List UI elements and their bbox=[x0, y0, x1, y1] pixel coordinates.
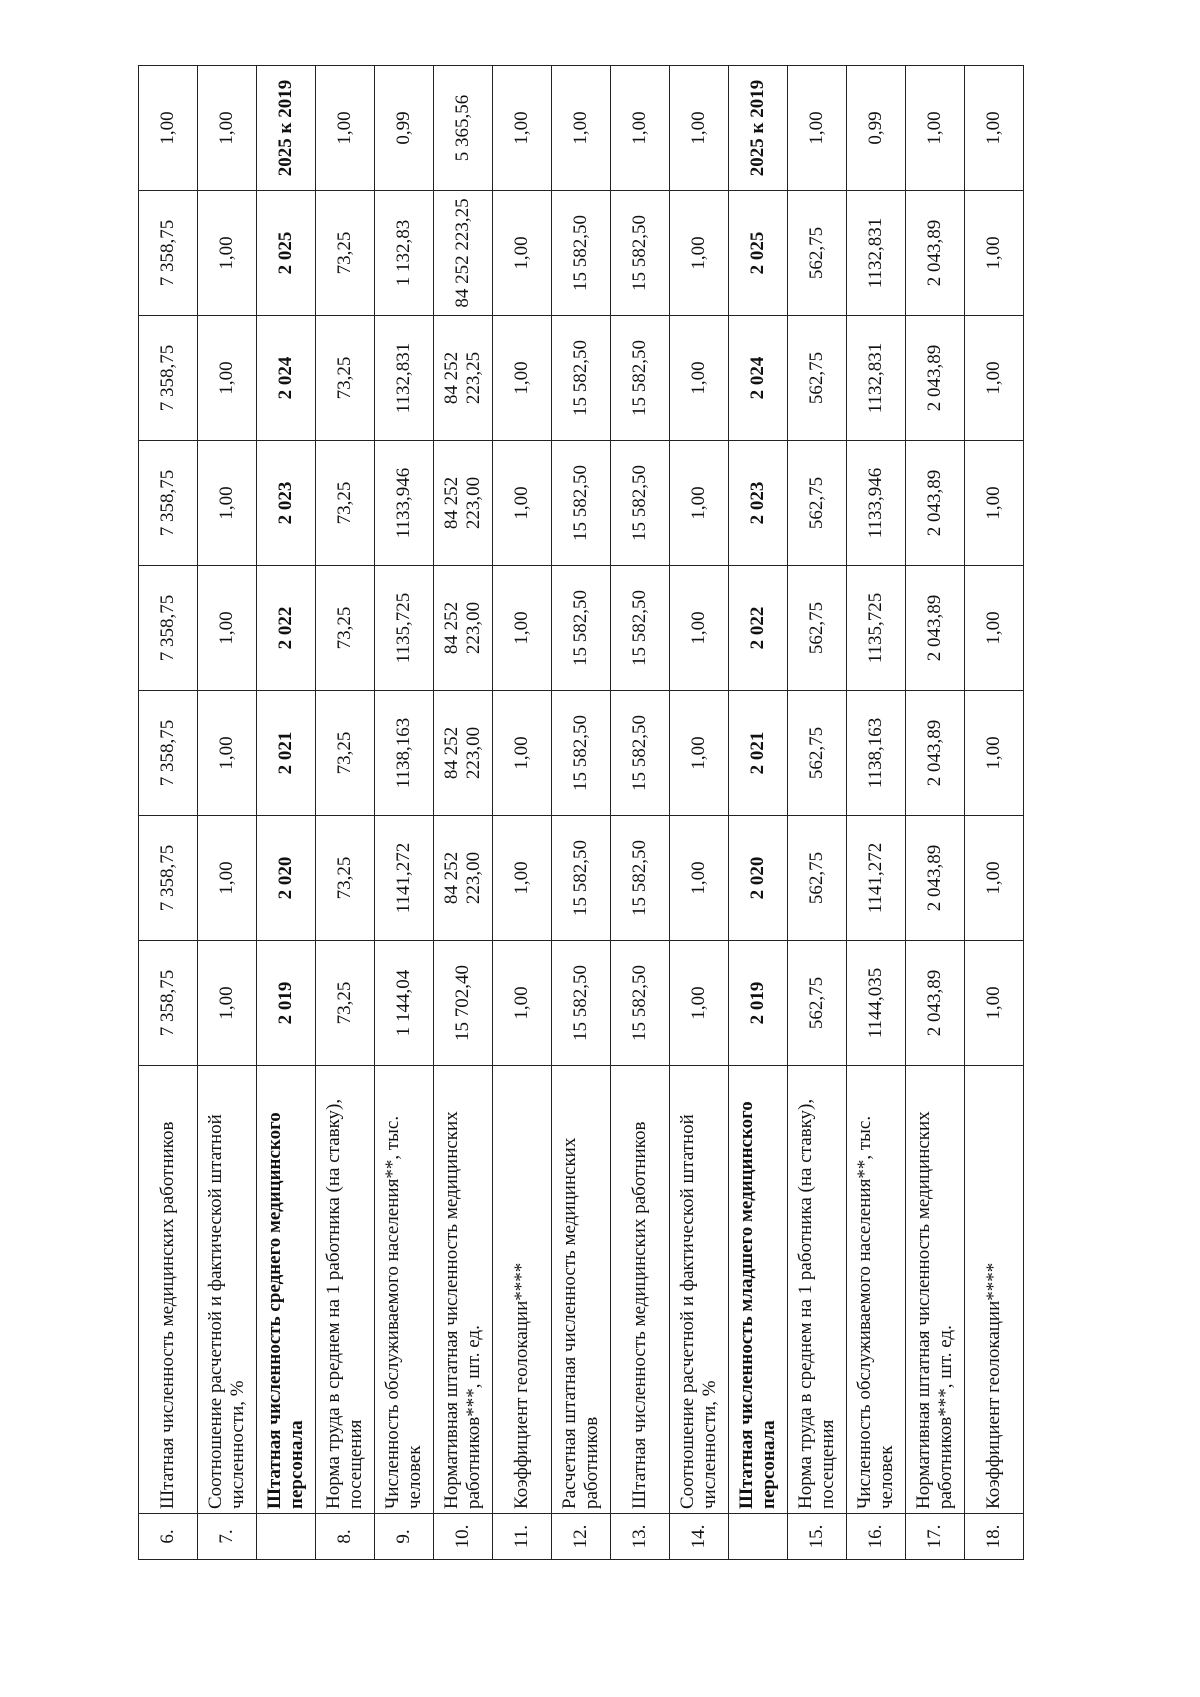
value-cell: 15 582,50 bbox=[611, 816, 670, 941]
value-cell: 15 582,50 bbox=[552, 941, 611, 1066]
year-header-cell: 2 019 bbox=[257, 941, 316, 1066]
table-row bbox=[257, 66, 316, 1560]
value-cell: 1135,725 bbox=[847, 566, 906, 691]
value-cell: 1,00 bbox=[493, 316, 552, 441]
value-cell: 15 582,50 bbox=[552, 691, 611, 816]
value-cell: 1,00 bbox=[670, 691, 729, 816]
value-cell: 1,00 bbox=[493, 191, 552, 316]
value-cell: 1,00 bbox=[611, 66, 670, 191]
value-cell: 15 582,50 bbox=[611, 191, 670, 316]
value-cell: 1,00 bbox=[493, 816, 552, 941]
value-cell: 0,99 bbox=[375, 66, 434, 191]
value-cell: 7 358,75 bbox=[139, 691, 198, 816]
value-cell: 73,25 bbox=[316, 316, 375, 441]
row-number bbox=[729, 1514, 788, 1560]
value-cell: 15 582,50 bbox=[611, 691, 670, 816]
year-header-cell: 2 022 bbox=[257, 566, 316, 691]
value-cell: 15 582,50 bbox=[611, 941, 670, 1066]
row-label: Норма труда в среднем на 1 работника (на ставку), посещения bbox=[788, 1066, 847, 1514]
value-cell: 1,00 bbox=[139, 66, 198, 191]
value-cell: 1,00 bbox=[670, 441, 729, 566]
value-cell: 84 252 223,25 bbox=[434, 316, 493, 441]
value-cell: 2 043,89 bbox=[906, 816, 965, 941]
row-label: Соотношение расчетной и фактической штатной численности, % bbox=[670, 1066, 729, 1514]
value-cell: 1,00 bbox=[965, 316, 1024, 441]
value-cell: 1,00 bbox=[965, 566, 1024, 691]
value-cell: 1,00 bbox=[493, 441, 552, 566]
table-row bbox=[434, 66, 493, 1560]
row-label: Штатная численность медицинских работников bbox=[611, 1066, 670, 1514]
value-cell: 0,99 bbox=[847, 66, 906, 191]
value-cell: 2 043,89 bbox=[906, 691, 965, 816]
value-cell: 73,25 bbox=[316, 566, 375, 691]
section-heading: Штатная численность младшего медицинского персонала bbox=[729, 1066, 788, 1514]
value-cell: 1,00 bbox=[493, 566, 552, 691]
value-cell: 7 358,75 bbox=[139, 191, 198, 316]
table-row bbox=[493, 66, 552, 1560]
value-cell: 15 582,50 bbox=[552, 441, 611, 566]
value-cell: 1 132,83 bbox=[375, 191, 434, 316]
value-cell: 84 252 223,00 bbox=[434, 566, 493, 691]
value-cell: 7 358,75 bbox=[139, 316, 198, 441]
table-row bbox=[729, 66, 788, 1560]
value-cell: 1133,946 bbox=[847, 441, 906, 566]
row-number: 15. bbox=[788, 1514, 847, 1560]
section-heading: Штатная численность среднего медицинского персонала bbox=[257, 1066, 316, 1514]
year-header-cell: 2 025 bbox=[729, 191, 788, 316]
value-cell: 1,00 bbox=[198, 66, 257, 191]
row-number: 11. bbox=[493, 1514, 552, 1560]
value-cell: 1,00 bbox=[670, 191, 729, 316]
table-row bbox=[139, 66, 198, 1560]
table-row bbox=[316, 66, 375, 1560]
row-label: Численность обслуживаемого населения**, тыс. человек bbox=[847, 1066, 906, 1514]
year-header-cell: 2 021 bbox=[729, 691, 788, 816]
value-cell: 1133,946 bbox=[375, 441, 434, 566]
value-cell: 15 582,50 bbox=[611, 441, 670, 566]
value-cell: 84 252 223,25 bbox=[434, 191, 493, 316]
year-header-cell: 2 019 bbox=[729, 941, 788, 1066]
table-row bbox=[552, 66, 611, 1560]
row-number: 8. bbox=[316, 1514, 375, 1560]
value-cell: 1,00 bbox=[670, 66, 729, 191]
table-row bbox=[906, 66, 965, 1560]
value-cell: 562,75 bbox=[788, 316, 847, 441]
value-cell: 1,00 bbox=[788, 66, 847, 191]
year-header-cell: 2 024 bbox=[257, 316, 316, 441]
value-cell: 1138,163 bbox=[375, 691, 434, 816]
value-cell: 1,00 bbox=[493, 691, 552, 816]
table-row bbox=[198, 66, 257, 1560]
year-header-cell: 2025 к 2019 bbox=[257, 66, 316, 191]
row-label: Соотношение расчетной и фактической штатной численности, % bbox=[198, 1066, 257, 1514]
value-cell: 1 144,04 bbox=[375, 941, 434, 1066]
value-cell: 562,75 bbox=[788, 441, 847, 566]
year-header-cell: 2025 к 2019 bbox=[729, 66, 788, 191]
row-number: 16. bbox=[847, 1514, 906, 1560]
value-cell: 7 358,75 bbox=[139, 816, 198, 941]
value-cell: 84 252 223,00 bbox=[434, 441, 493, 566]
value-cell: 562,75 bbox=[788, 941, 847, 1066]
year-header-cell: 2 025 bbox=[257, 191, 316, 316]
row-number: 17. bbox=[906, 1514, 965, 1560]
value-cell: 1,00 bbox=[965, 441, 1024, 566]
value-cell: 73,25 bbox=[316, 191, 375, 316]
table-row bbox=[375, 66, 434, 1560]
value-cell: 73,25 bbox=[316, 441, 375, 566]
value-cell: 2 043,89 bbox=[906, 191, 965, 316]
value-cell: 1,00 bbox=[670, 941, 729, 1066]
year-header-cell: 2 020 bbox=[257, 816, 316, 941]
value-cell: 2 043,89 bbox=[906, 941, 965, 1066]
row-label: Численность обслуживаемого населения**, тыс. человек bbox=[375, 1066, 434, 1514]
value-cell: 562,75 bbox=[788, 816, 847, 941]
staffing-table bbox=[138, 65, 1024, 1560]
value-cell: 1,00 bbox=[965, 941, 1024, 1066]
value-cell: 1,00 bbox=[493, 941, 552, 1066]
row-number: 14. bbox=[670, 1514, 729, 1560]
value-cell: 15 582,50 bbox=[552, 566, 611, 691]
row-number: 9. bbox=[375, 1514, 434, 1560]
row-number: 13. bbox=[611, 1514, 670, 1560]
value-cell: 1135,725 bbox=[375, 566, 434, 691]
value-cell: 15 582,50 bbox=[611, 316, 670, 441]
table-row bbox=[788, 66, 847, 1560]
value-cell: 562,75 bbox=[788, 691, 847, 816]
value-cell: 15 582,50 bbox=[552, 816, 611, 941]
value-cell: 1,00 bbox=[965, 66, 1024, 191]
value-cell: 7 358,75 bbox=[139, 566, 198, 691]
value-cell: 15 582,50 bbox=[552, 191, 611, 316]
row-label: Норма труда в среднем на 1 работника (на ставку), посещения bbox=[316, 1066, 375, 1514]
value-cell: 1,00 bbox=[670, 316, 729, 441]
row-label: Штатная численность медицинских работников bbox=[139, 1066, 198, 1514]
value-cell: 1141,272 bbox=[375, 816, 434, 941]
value-cell: 562,75 bbox=[788, 566, 847, 691]
year-header-cell: 2 023 bbox=[257, 441, 316, 566]
value-cell: 73,25 bbox=[316, 941, 375, 1066]
value-cell: 1,00 bbox=[906, 66, 965, 191]
value-cell: 1132,831 bbox=[375, 316, 434, 441]
value-cell: 1,00 bbox=[198, 566, 257, 691]
value-cell: 1,00 bbox=[965, 691, 1024, 816]
value-cell: 1132,831 bbox=[847, 316, 906, 441]
value-cell: 73,25 bbox=[316, 691, 375, 816]
value-cell: 84 252 223,00 bbox=[434, 691, 493, 816]
value-cell: 7 358,75 bbox=[139, 941, 198, 1066]
value-cell: 15 702,40 bbox=[434, 941, 493, 1066]
value-cell: 5 365,56 bbox=[434, 66, 493, 191]
year-header-cell: 2 020 bbox=[729, 816, 788, 941]
row-number bbox=[257, 1514, 316, 1560]
value-cell: 1,00 bbox=[198, 816, 257, 941]
row-label: Нормативная штатная численность медицинских работников***, шт. ед. bbox=[434, 1066, 493, 1514]
value-cell: 1144,035 bbox=[847, 941, 906, 1066]
value-cell: 84 252 223,00 bbox=[434, 816, 493, 941]
year-header-cell: 2 023 bbox=[729, 441, 788, 566]
value-cell: 1,00 bbox=[493, 66, 552, 191]
row-label: Нормативная штатная численность медицинских работников***, шт. ед. bbox=[906, 1066, 965, 1514]
row-label: Расчетная штатная численность медицинских работников bbox=[552, 1066, 611, 1514]
row-label: Коэффициент геолокации**** bbox=[493, 1066, 552, 1514]
table-row bbox=[611, 66, 670, 1560]
value-cell: 7 358,75 bbox=[139, 441, 198, 566]
row-label: Коэффициент геолокации**** bbox=[965, 1066, 1024, 1514]
value-cell: 2 043,89 bbox=[906, 441, 965, 566]
value-cell: 73,25 bbox=[316, 816, 375, 941]
value-cell: 1,00 bbox=[670, 566, 729, 691]
row-number: 18. bbox=[965, 1514, 1024, 1560]
value-cell: 1,00 bbox=[316, 66, 375, 191]
value-cell: 1138,163 bbox=[847, 691, 906, 816]
value-cell: 1,00 bbox=[552, 66, 611, 191]
table-row bbox=[965, 66, 1024, 1560]
year-header-cell: 2 022 bbox=[729, 566, 788, 691]
table-row bbox=[670, 66, 729, 1560]
value-cell: 1,00 bbox=[198, 691, 257, 816]
value-cell: 2 043,89 bbox=[906, 316, 965, 441]
value-cell: 1,00 bbox=[965, 191, 1024, 316]
table-row bbox=[847, 66, 906, 1560]
value-cell: 1,00 bbox=[198, 441, 257, 566]
value-cell: 2 043,89 bbox=[906, 566, 965, 691]
value-cell: 1,00 bbox=[198, 941, 257, 1066]
value-cell: 1132,831 bbox=[847, 191, 906, 316]
row-number: 6. bbox=[139, 1514, 198, 1560]
year-header-cell: 2 021 bbox=[257, 691, 316, 816]
value-cell: 1141,272 bbox=[847, 816, 906, 941]
year-header-cell: 2 024 bbox=[729, 316, 788, 441]
value-cell: 1,00 bbox=[965, 816, 1024, 941]
row-number: 12. bbox=[552, 1514, 611, 1560]
value-cell: 1,00 bbox=[198, 191, 257, 316]
rotated-table-wrapper bbox=[138, 66, 1024, 1560]
row-number: 7. bbox=[198, 1514, 257, 1560]
value-cell: 15 582,50 bbox=[552, 316, 611, 441]
table-body bbox=[139, 66, 1024, 1560]
value-cell: 562,75 bbox=[788, 191, 847, 316]
value-cell: 1,00 bbox=[198, 316, 257, 441]
value-cell: 15 582,50 bbox=[611, 566, 670, 691]
value-cell: 1,00 bbox=[670, 816, 729, 941]
row-number: 10. bbox=[434, 1514, 493, 1560]
